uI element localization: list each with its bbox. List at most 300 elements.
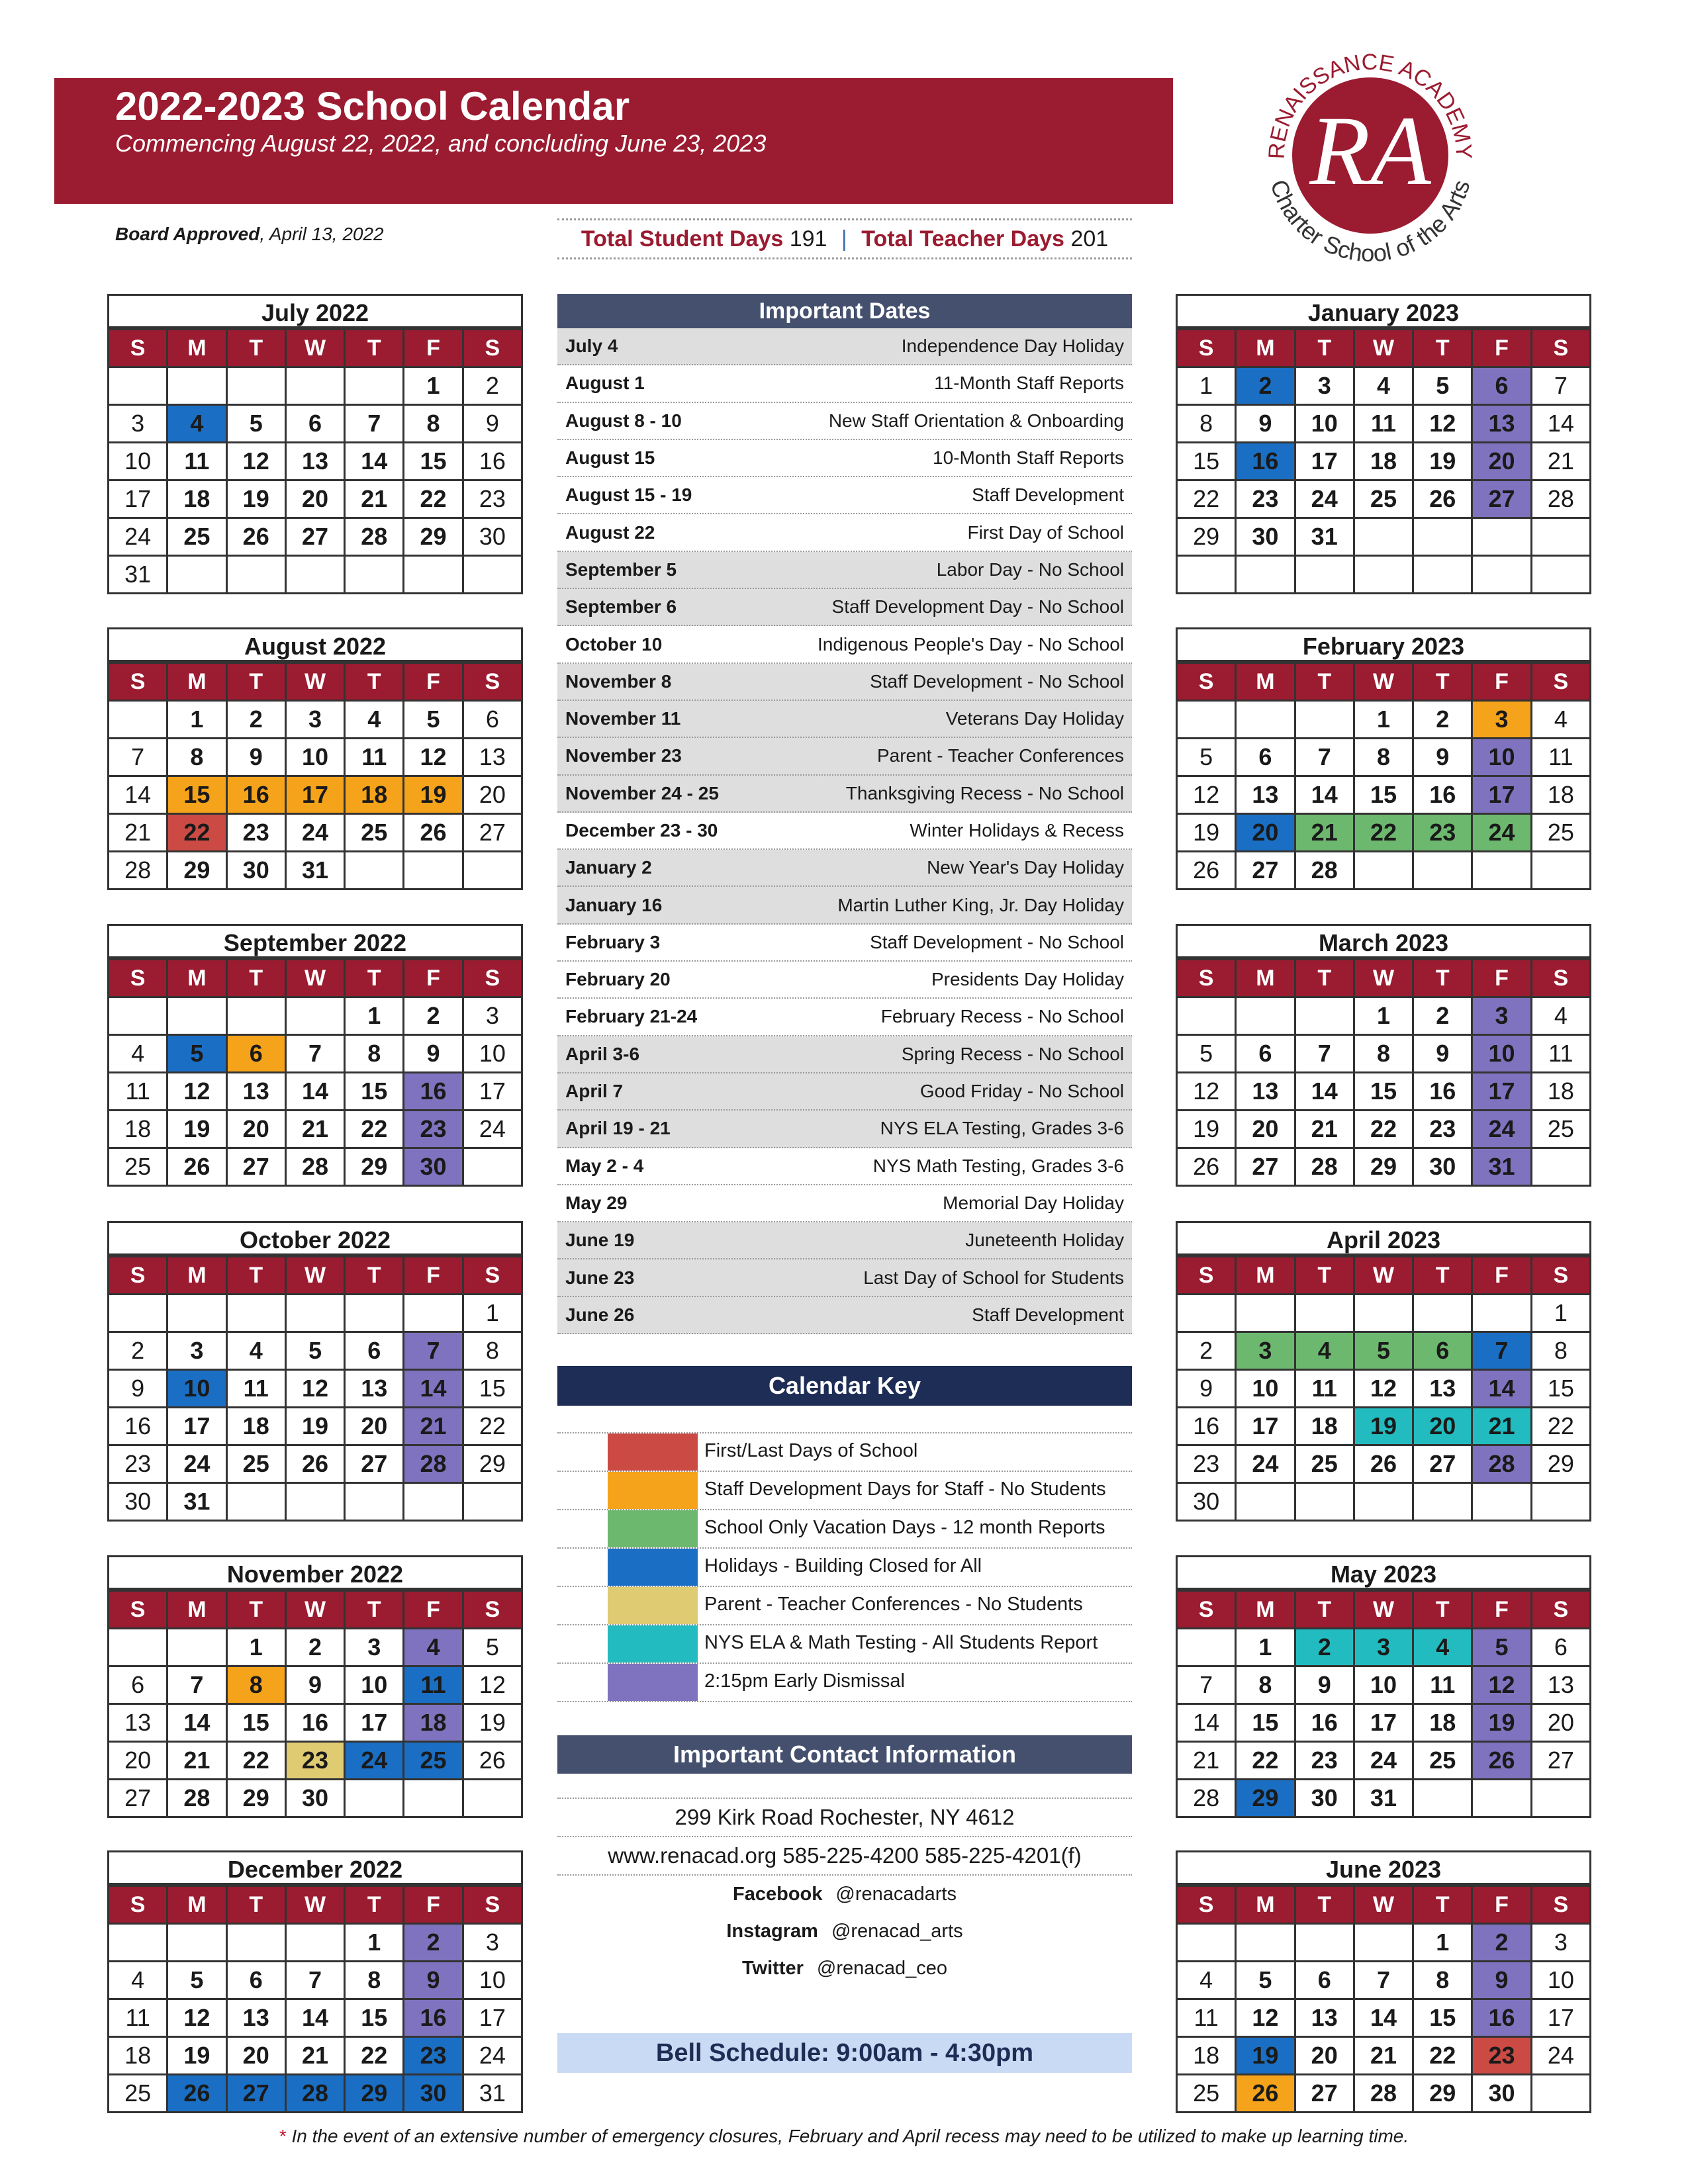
month-grid (1176, 1885, 1591, 2113)
day-cell: 8 (1413, 1962, 1472, 1999)
day-cell: 29 (1354, 1148, 1413, 1186)
contact-spacer (557, 1774, 1132, 1799)
day-cell: 29 (463, 1445, 522, 1483)
day-cell: 25 (1177, 2075, 1236, 2113)
weekday-header: M (1236, 1257, 1295, 1295)
day-cell: 9 (1295, 1666, 1354, 1704)
day-cell: 3 (1236, 1332, 1295, 1370)
day-cell: 6 (1531, 1629, 1590, 1666)
day-cell: 1 (1177, 367, 1236, 405)
weekday-header: W (1354, 1257, 1413, 1295)
important-date-description: NYS Math Testing, Grades 3-6 (872, 1155, 1124, 1176)
day-cell: 9 (226, 739, 285, 776)
instagram-label: Instagram (726, 1921, 818, 1942)
month-title: December 2022 (107, 1850, 523, 1885)
empty-cell (167, 1295, 226, 1332)
empty-cell (109, 367, 167, 405)
calendar-august-2022 (107, 627, 523, 890)
important-date-description: NYS ELA Testing, Grades 3-6 (880, 1118, 1124, 1139)
day-cell: 11 (1354, 405, 1413, 443)
day-cell: 16 (1413, 1073, 1472, 1111)
day-cell: 7 (1472, 1332, 1531, 1370)
day-cell: 18 (109, 2037, 167, 2075)
day-cell: 27 (285, 518, 344, 556)
day-cell: 6 (109, 1666, 167, 1704)
weekday-header: W (285, 330, 344, 367)
day-cell: 30 (404, 2075, 463, 2113)
day-cell: 29 (345, 2075, 404, 2113)
day-cell: 23 (1295, 1742, 1354, 1780)
day-cell: 24 (1295, 480, 1354, 518)
important-date-row (557, 1185, 1132, 1222)
month-title: November 2022 (107, 1555, 523, 1590)
key-row (557, 1587, 1132, 1625)
important-date-description: New Year's Day Holiday (927, 857, 1124, 878)
day-cell: 29 (226, 1780, 285, 1817)
empty-cell (1295, 556, 1354, 594)
footnote (0, 2126, 1688, 2147)
day-cell: 21 (1295, 1111, 1354, 1148)
important-date-description: Martin Luther King, Jr. Day Holiday (837, 894, 1124, 915)
day-cell: 5 (167, 1962, 226, 1999)
day-cell: 29 (345, 1148, 404, 1186)
day-cell: 13 (1236, 1073, 1295, 1111)
day-cell: 1 (404, 367, 463, 405)
day-cell: 13 (1236, 776, 1295, 814)
day-cell: 8 (1531, 1332, 1590, 1370)
key-label: School Only Vacation Days - 12 month Reports (704, 1517, 1105, 1538)
day-cell: 2 (226, 701, 285, 739)
day-cell: 3 (345, 1629, 404, 1666)
day-cell: 8 (1177, 405, 1236, 443)
day-cell: 12 (1177, 1073, 1236, 1111)
empty-cell (404, 852, 463, 889)
day-cell: 18 (167, 480, 226, 518)
day-cell: 22 (1236, 1742, 1295, 1780)
day-cell: 25 (167, 518, 226, 556)
empty-cell (1177, 556, 1236, 594)
day-cell: 25 (1295, 1445, 1354, 1483)
day-cell: 26 (1236, 2075, 1295, 2113)
day-cell: 14 (1531, 405, 1590, 443)
teacher-days-label: Total Teacher Days (861, 226, 1064, 251)
empty-cell (463, 1148, 522, 1186)
day-cell: 13 (1472, 405, 1531, 443)
day-cell: 20 (1413, 1408, 1472, 1445)
day-cell: 28 (109, 852, 167, 889)
day-cell: 22 (226, 1742, 285, 1780)
important-date-row (557, 403, 1132, 440)
title-banner (54, 78, 1173, 204)
twitter-label: Twitter (741, 1958, 804, 1979)
day-cell: 15 (167, 776, 226, 814)
day-cell: 11 (1295, 1370, 1354, 1408)
empty-cell (226, 1483, 285, 1521)
day-cell: 27 (463, 814, 522, 852)
day-cell: 28 (1177, 1780, 1236, 1817)
important-date: April 3-6 (565, 1043, 640, 1064)
empty-cell (1177, 1629, 1236, 1666)
day-cell: 24 (1354, 1742, 1413, 1780)
month-grid (1176, 1590, 1591, 1818)
empty-cell (1295, 1483, 1354, 1521)
day-cell: 14 (1177, 1704, 1236, 1742)
empty-cell (1472, 852, 1531, 889)
day-cell: 25 (404, 1742, 463, 1780)
day-cell: 18 (1413, 1704, 1472, 1742)
important-date: August 8 - 10 (565, 410, 682, 431)
key-row (557, 1664, 1132, 1702)
day-cell: 12 (226, 443, 285, 480)
day-cell: 24 (109, 518, 167, 556)
weekday-header: M (167, 663, 226, 701)
day-cell: 24 (1472, 1111, 1531, 1148)
weekday-header: T (345, 330, 404, 367)
important-date-row (557, 514, 1132, 551)
weekday-header: W (285, 663, 344, 701)
day-cell: 7 (1295, 1035, 1354, 1073)
footnote-text: In the event of an extensive number of emergency closures, February and April recess may need to be utilized to make up learning time. (286, 2126, 1409, 2146)
month-grid (107, 1255, 523, 1522)
day-cell: 30 (1472, 2075, 1531, 2113)
day-cell: 15 (345, 1073, 404, 1111)
day-cell: 7 (285, 1035, 344, 1073)
weekday-header: M (1236, 663, 1295, 701)
calendar-key-heading: Calendar Key (557, 1366, 1132, 1406)
weekday-header: S (109, 1257, 167, 1295)
day-cell: 25 (1354, 480, 1413, 518)
important-date-description: Staff Development Day - No School (831, 596, 1124, 617)
day-cell: 20 (109, 1742, 167, 1780)
empty-cell (1413, 556, 1472, 594)
day-cell: 24 (463, 2037, 522, 2075)
weekday-header: S (463, 1257, 522, 1295)
important-dates-list (557, 328, 1132, 1334)
empty-cell (1472, 556, 1531, 594)
important-date-row (557, 1073, 1132, 1111)
day-cell: 18 (1295, 1408, 1354, 1445)
weekday-header: M (1236, 960, 1295, 997)
weekday-header: W (285, 960, 344, 997)
important-date: December 23 - 30 (565, 820, 718, 841)
important-date: February 21-24 (565, 1006, 698, 1027)
weekday-header: M (167, 330, 226, 367)
weekday-header: T (1413, 330, 1472, 367)
day-cell: 30 (1236, 518, 1295, 556)
important-date-row (557, 776, 1132, 813)
important-date-description: Presidents Day Holiday (931, 969, 1124, 990)
weekday-header: T (345, 1591, 404, 1629)
month-grid (1176, 328, 1591, 594)
calendar-december-2022 (107, 1850, 523, 2113)
day-cell: 13 (285, 443, 344, 480)
important-date-description: Good Friday - No School (919, 1081, 1124, 1102)
day-cell: 11 (226, 1370, 285, 1408)
important-date-description: Independence Day Holiday (901, 336, 1124, 357)
day-cell: 28 (1295, 1148, 1354, 1186)
facebook-label: Facebook (733, 1884, 823, 1905)
important-date: January 2 (565, 857, 652, 878)
key-swatch (608, 1433, 698, 1471)
key-row (557, 1625, 1132, 1664)
day-cell: 23 (226, 814, 285, 852)
day-cell: 22 (345, 1111, 404, 1148)
day-cell: 21 (285, 2037, 344, 2075)
contact-address: 299 Kirk Road Rochester, NY 4612 (557, 1799, 1132, 1837)
day-cell: 25 (226, 1445, 285, 1483)
important-dates-heading: Important Dates (557, 294, 1132, 328)
important-date: August 15 - 19 (565, 484, 692, 506)
day-cell: 3 (167, 1332, 226, 1370)
empty-cell (1472, 518, 1531, 556)
day-cell: 20 (1236, 1111, 1295, 1148)
day-cell: 14 (345, 443, 404, 480)
important-date: June 26 (565, 1304, 635, 1325)
day-cell: 28 (1472, 1445, 1531, 1483)
day-cell: 6 (1413, 1332, 1472, 1370)
day-cell: 16 (285, 1704, 344, 1742)
weekday-header: T (1413, 1886, 1472, 1924)
day-cell: 5 (1177, 739, 1236, 776)
day-cell: 22 (1354, 814, 1413, 852)
day-cell: 8 (345, 1035, 404, 1073)
calendar-key-list (557, 1433, 1132, 1702)
day-cell: 13 (463, 739, 522, 776)
day-cell: 5 (1472, 1629, 1531, 1666)
key-swatch (608, 1625, 698, 1662)
day-cell: 28 (1354, 2075, 1413, 2113)
day-cell: 15 (1177, 443, 1236, 480)
day-cell: 22 (1531, 1408, 1590, 1445)
weekday-header: S (1531, 960, 1590, 997)
important-date-row (557, 477, 1132, 514)
day-cell: 2 (1413, 701, 1472, 739)
day-cell: 16 (226, 776, 285, 814)
day-cell: 6 (1295, 1962, 1354, 1999)
weekday-header: F (404, 1257, 463, 1295)
day-cell: 10 (1236, 1370, 1295, 1408)
day-cell: 15 (1354, 776, 1413, 814)
important-date-description: Staff Development - No School (870, 931, 1124, 952)
day-cell: 14 (1295, 776, 1354, 814)
empty-cell (1236, 1924, 1295, 1962)
day-cell: 3 (1354, 1629, 1413, 1666)
day-cell: 25 (109, 2075, 167, 2113)
weekday-header: M (1236, 330, 1295, 367)
day-cell: 4 (1354, 367, 1413, 405)
day-cell: 5 (1354, 1332, 1413, 1370)
day-cell: 23 (404, 2037, 463, 2075)
day-cell: 2 (404, 997, 463, 1035)
day-cell: 17 (109, 480, 167, 518)
calendar-june-2023 (1176, 1850, 1591, 2113)
contact-twitter[interactable] (557, 1950, 1132, 1987)
day-cell: 30 (109, 1483, 167, 1521)
day-cell: 2 (109, 1332, 167, 1370)
day-cell: 20 (226, 1111, 285, 1148)
day-cell: 26 (1472, 1742, 1531, 1780)
day-cell: 20 (1236, 814, 1295, 852)
day-cell: 23 (463, 480, 522, 518)
day-cell: 16 (404, 1999, 463, 2037)
empty-cell (226, 1924, 285, 1962)
logo-initials: RA (1309, 96, 1431, 206)
day-cell: 21 (109, 814, 167, 852)
day-cell: 19 (1177, 814, 1236, 852)
day-cell: 18 (1531, 1073, 1590, 1111)
empty-cell (167, 556, 226, 594)
weekday-header: S (1531, 1257, 1590, 1295)
day-cell: 18 (226, 1408, 285, 1445)
day-cell: 7 (109, 739, 167, 776)
day-cell: 19 (463, 1704, 522, 1742)
day-cell: 3 (109, 405, 167, 443)
key-swatch (608, 1587, 698, 1624)
empty-cell (109, 1295, 167, 1332)
day-cell: 3 (285, 701, 344, 739)
important-date-row (557, 664, 1132, 701)
empty-cell (109, 997, 167, 1035)
bell-schedule: Bell Schedule: 9:00am - 4:30pm (557, 2033, 1132, 2073)
key-label: NYS ELA & Math Testing - All Students Report (704, 1632, 1098, 1653)
day-cell: 9 (1236, 405, 1295, 443)
empty-cell (285, 997, 344, 1035)
day-cell: 2 (1295, 1629, 1354, 1666)
day-cell: 7 (404, 1332, 463, 1370)
weekday-header: T (345, 960, 404, 997)
day-cell: 30 (285, 1780, 344, 1817)
day-cell: 9 (1472, 1962, 1531, 1999)
day-cell: 3 (1295, 367, 1354, 405)
day-cell: 14 (285, 1073, 344, 1111)
empty-cell (1472, 1295, 1531, 1332)
key-swatch (608, 1472, 698, 1509)
day-cell: 19 (1413, 443, 1472, 480)
important-date-row (557, 1148, 1132, 1185)
contact-web-phone[interactable]: www.renacad.org 585-225-4200 585-225-4201(f) (557, 1837, 1132, 1876)
weekday-header: W (1354, 663, 1413, 701)
day-cell: 12 (1236, 1999, 1295, 2037)
empty-cell (285, 367, 344, 405)
important-date: April 19 - 21 (565, 1118, 671, 1139)
day-cell: 14 (285, 1999, 344, 2037)
day-cell: 4 (226, 1332, 285, 1370)
contact-facebook[interactable] (557, 1876, 1132, 1913)
day-cell: 19 (285, 1408, 344, 1445)
weekday-header: S (1531, 1886, 1590, 1924)
day-cell: 3 (463, 1924, 522, 1962)
day-cell: 11 (109, 1999, 167, 2037)
weekday-header: S (1177, 1257, 1236, 1295)
important-date-description: 10-Month Staff Reports (933, 447, 1124, 469)
day-cell: 23 (109, 1445, 167, 1483)
day-cell: 29 (1236, 1780, 1295, 1817)
empty-cell (1354, 518, 1413, 556)
day-cell: 22 (463, 1408, 522, 1445)
empty-cell (285, 1295, 344, 1332)
day-cell: 5 (463, 1629, 522, 1666)
weekday-header: T (226, 1257, 285, 1295)
day-cell: 14 (1295, 1073, 1354, 1111)
important-date: February 20 (565, 969, 671, 990)
day-cell: 25 (109, 1148, 167, 1186)
empty-cell (1472, 1483, 1531, 1521)
day-cell: 15 (404, 443, 463, 480)
important-date-description: Thanksgiving Recess - No School (845, 782, 1124, 803)
weekday-header: S (1177, 1591, 1236, 1629)
key-swatch (608, 1510, 698, 1547)
day-cell: 23 (1413, 1111, 1472, 1148)
weekday-header: T (1295, 960, 1354, 997)
day-cell: 23 (1177, 1445, 1236, 1483)
important-date: August 15 (565, 447, 655, 469)
day-cell: 9 (285, 1666, 344, 1704)
weekday-header: T (345, 1886, 404, 1924)
day-cell: 29 (1177, 518, 1236, 556)
day-cell: 12 (463, 1666, 522, 1704)
day-cell: 24 (285, 814, 344, 852)
contact-instagram[interactable] (557, 1913, 1132, 1950)
empty-cell (1354, 1924, 1413, 1962)
day-cell: 15 (1236, 1704, 1295, 1742)
day-cell: 5 (1236, 1962, 1295, 1999)
important-date-description: First Day of School (967, 522, 1124, 543)
day-cell: 20 (285, 480, 344, 518)
important-date-row (557, 1297, 1132, 1334)
empty-cell (345, 852, 404, 889)
day-cell: 24 (167, 1445, 226, 1483)
calendar-may-2023 (1176, 1555, 1591, 1818)
calendar-july-2022 (107, 294, 523, 594)
day-cell: 7 (167, 1666, 226, 1704)
important-date-row (557, 365, 1132, 402)
month-title: February 2023 (1176, 627, 1591, 662)
day-cell: 31 (285, 852, 344, 889)
day-cell: 19 (226, 480, 285, 518)
day-cell: 6 (226, 1962, 285, 1999)
key-label: Holidays - Building Closed for All (704, 1555, 982, 1576)
day-cell: 4 (1413, 1629, 1472, 1666)
empty-cell (463, 1780, 522, 1817)
board-approved-date: , April 13, 2022 (259, 224, 384, 244)
empty-cell (1531, 1780, 1590, 1817)
day-cell: 17 (285, 776, 344, 814)
day-cell: 19 (1472, 1704, 1531, 1742)
important-date: October 10 (565, 633, 663, 655)
empty-cell (1177, 1924, 1236, 1962)
day-cell: 12 (167, 1999, 226, 2037)
day-cell: 12 (404, 739, 463, 776)
weekday-header: S (109, 663, 167, 701)
month-grid (107, 662, 523, 890)
empty-cell (1177, 1295, 1236, 1332)
day-cell: 17 (1472, 1073, 1531, 1111)
school-logo (1241, 26, 1499, 285)
day-cell: 8 (345, 1962, 404, 1999)
weekday-header: T (1413, 960, 1472, 997)
empty-cell (404, 1780, 463, 1817)
day-cell: 8 (167, 739, 226, 776)
board-approved-label: Board Approved (115, 224, 260, 244)
day-cell: 27 (1472, 480, 1531, 518)
weekday-header: S (109, 330, 167, 367)
day-cell: 5 (1413, 367, 1472, 405)
empty-cell (1295, 997, 1354, 1035)
day-cell: 20 (1472, 443, 1531, 480)
weekday-header: S (463, 960, 522, 997)
day-cell: 30 (226, 852, 285, 889)
important-date-description: Juneteenth Holiday (965, 1230, 1124, 1251)
